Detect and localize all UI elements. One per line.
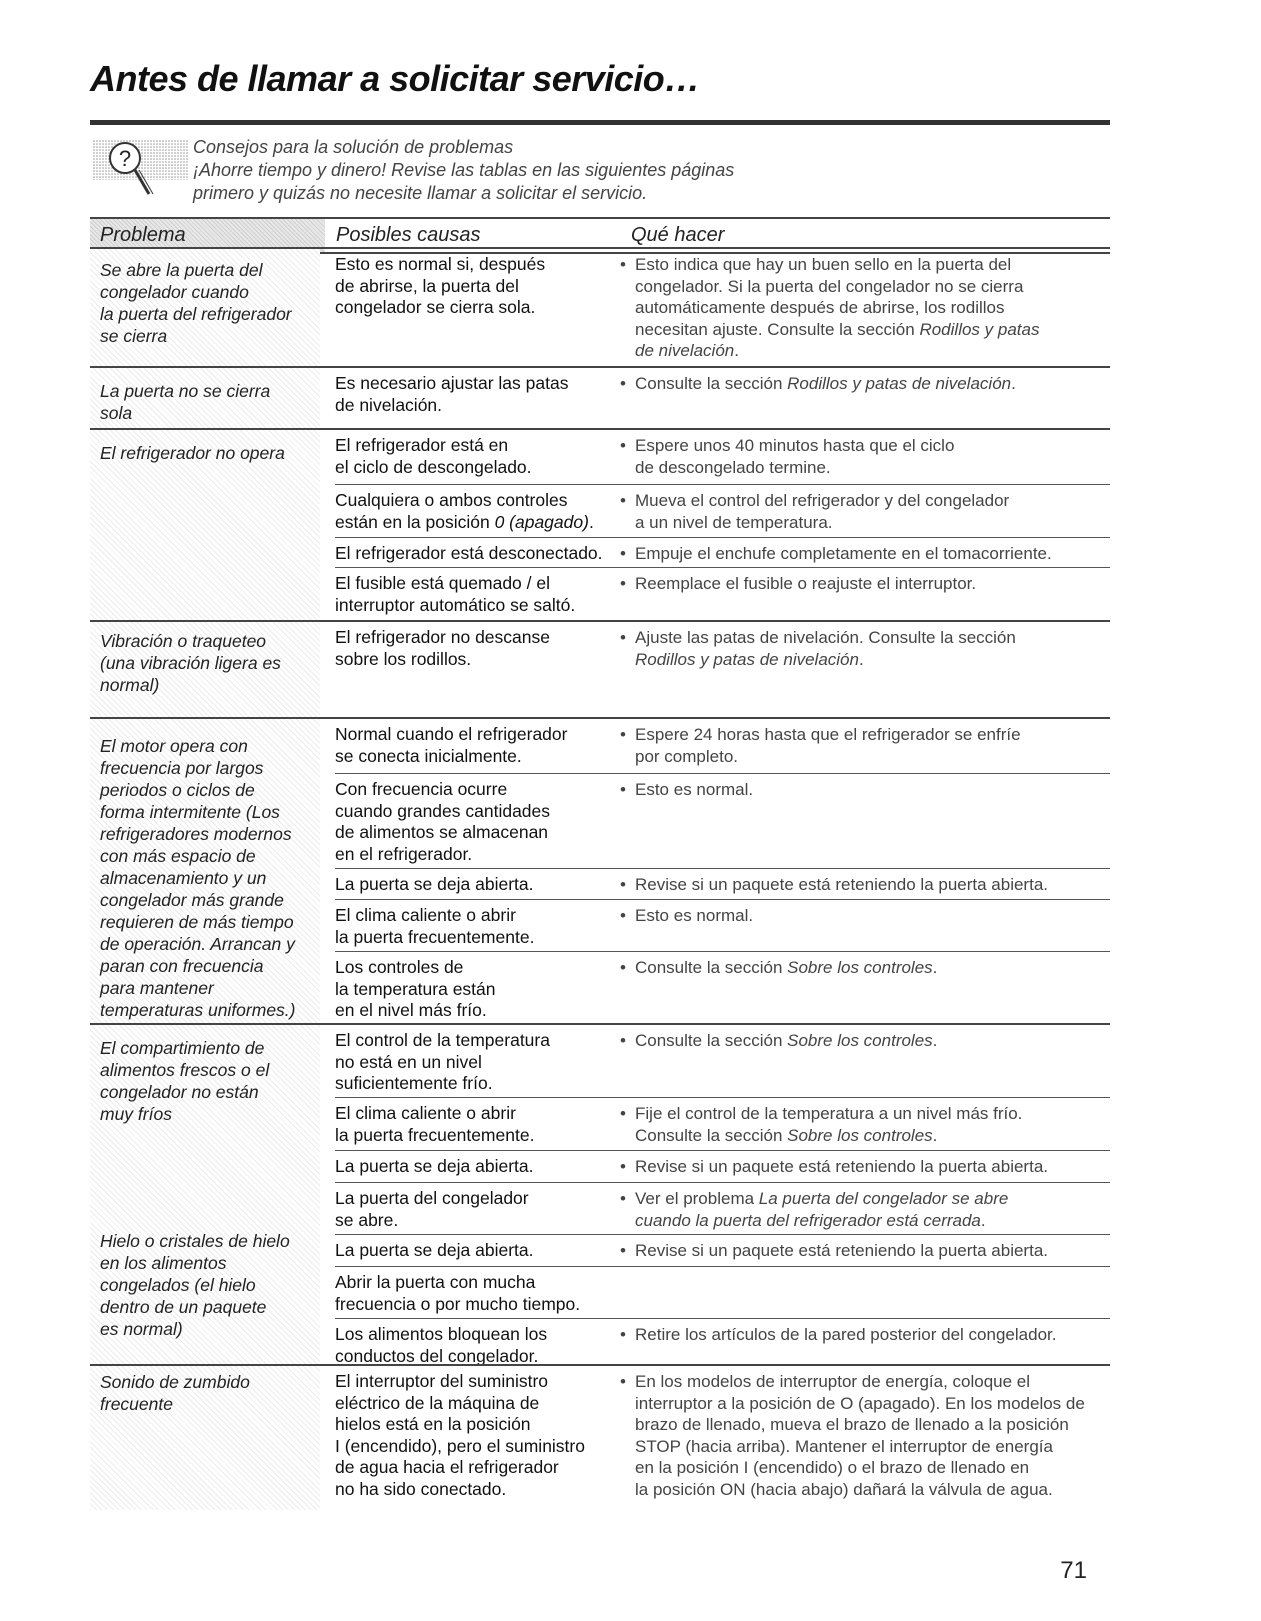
fix-text: Esto indica que hay un buen sello en la puerta del congelador. Si la puerta del congelador no se cierra automáticamente después de abrirse, los rodillos necesitan ajuste. Consulte la sección Rodillos y patas de nivelación. — [635, 255, 1040, 360]
cause-row — [335, 1097, 1110, 1151]
cause-row — [335, 368, 1110, 430]
fix-text: Consulte la sección Sobre los controles. — [635, 958, 938, 977]
bullet-icon: • — [620, 1189, 626, 1208]
bullet-icon: • — [620, 374, 626, 393]
page-title: Antes de llamar a solicitar servicio… — [90, 58, 700, 99]
bullet-icon: • — [620, 725, 626, 744]
bullet-icon: • — [620, 1104, 626, 1123]
bullet-icon: • — [620, 1241, 626, 1260]
problem-text: Se abre la puerta del congelador cuando la puerta del refrigerador se cierra — [100, 260, 292, 346]
problem-group — [90, 620, 1110, 717]
possible-cause: El clima caliente o abrir la puerta frecuentemente. — [335, 905, 535, 947]
fix-text: Consulte la sección Rodillos y patas de nivelación. — [635, 374, 1016, 393]
possible-cause: Los controles de la temperatura están en el nivel más frío. — [335, 957, 496, 1020]
what-to-do — [620, 1324, 1090, 1346]
problem-text: El compartimiento de alimentos frescos o el congelador no están muy fríos — [100, 1038, 270, 1124]
possible-cause: La puerta del congelador se abre. — [335, 1188, 529, 1230]
possible-cause: El refrigerador no descanse sobre los rodillos. — [335, 627, 550, 669]
fix-text: Revise si un paquete está reteniendo la puerta abierta. — [635, 875, 1048, 894]
possible-cause: Es necesario ajustar las patas de nivelación. — [335, 373, 569, 415]
cause-row — [335, 1234, 1110, 1267]
problem-text: Hielo o cristales de hielo en los alimentos congelados (el hielo dentro de un paquete es normal) — [100, 1231, 290, 1339]
cause-row — [335, 1266, 1110, 1319]
possible-cause: Los alimentos bloquean los conductos del congelador. — [335, 1324, 548, 1366]
problem-group — [90, 717, 1110, 1023]
svg-text:?: ? — [118, 146, 132, 171]
problem-group — [90, 1023, 1110, 1364]
cause-row — [335, 249, 1110, 368]
cause-row — [335, 567, 1110, 623]
cause-row — [335, 1025, 1110, 1097]
problem-group — [90, 366, 1110, 428]
problem-group — [90, 428, 1110, 620]
bullet-icon: • — [620, 1372, 626, 1391]
possible-cause: El control de la temperatura no está en un nivel suficientemente frío. — [335, 1030, 550, 1093]
fix-text: Fije el control de la temperatura a un nivel más frío. Consulte la sección Sobre los controles. — [635, 1104, 1023, 1145]
what-to-do — [620, 435, 1090, 478]
possible-cause: La puerta se deja abierta. — [335, 874, 534, 894]
bullet-icon: • — [620, 875, 626, 894]
bullet-icon: • — [620, 491, 626, 510]
possible-cause: Esto es normal si, después de abrirse, la puerta del congelador se cierra sola. — [335, 254, 546, 317]
what-to-do — [620, 627, 1090, 670]
header-problem: Problema — [100, 224, 186, 246]
intro-text — [193, 136, 734, 205]
problem-text: El refrigerador no opera — [100, 443, 285, 463]
problem-text: El motor opera con frecuencia por largos periodos o ciclos de forma intermitente (Los refrigeradores modernos con más espacio de almacenamiento y un congelador más grande requieren de más tiempo de operación. Arrancan y paran con frecuencia para mantener temperaturas uniformes.) — [100, 736, 296, 1020]
fix-text: Ajuste las patas de nivelación. Consulte la sección Rodillos y patas de nivelación. — [635, 628, 1016, 669]
bullet-icon: • — [620, 574, 626, 593]
cause-row — [335, 1150, 1110, 1183]
fix-text: Espere unos 40 minutos hasta que el ciclo de descongelado termine. — [635, 436, 955, 477]
header-what-to-do: Qué hacer — [631, 224, 725, 246]
what-to-do — [620, 1371, 1090, 1500]
what-to-do — [620, 1156, 1090, 1178]
bullet-icon: • — [620, 780, 626, 799]
page-number: 71 — [1060, 1557, 1087, 1584]
possible-cause: El refrigerador está en el ciclo de descongelado. — [335, 435, 532, 477]
question-magnifier-icon — [93, 140, 188, 203]
bullet-icon: • — [620, 906, 626, 925]
possible-cause: El interruptor del suministro eléctrico de la máquina de hielos está en la posición I (encendido), pero el suministro de agua hacia el refrigerador no ha sido conectado. — [335, 1371, 585, 1499]
fix-text: Espere 24 horas hasta que el refrigerador se enfríe por completo. — [635, 725, 1021, 766]
what-to-do — [620, 779, 1090, 801]
fix-text: Consulte la sección Sobre los controles. — [635, 1031, 938, 1050]
bullet-icon: • — [620, 1031, 626, 1050]
cause-row — [335, 484, 1110, 538]
cause-row — [335, 537, 1110, 568]
intro-line: ¡Ahorre tiempo y dinero! Revise las tablas en las siguientes páginas — [193, 160, 735, 180]
bullet-icon: • — [620, 1157, 626, 1176]
possible-cause: Con frecuencia ocurre cuando grandes cantidades de alimentos se almacenan en el refrigerador. — [335, 779, 551, 864]
cause-row — [335, 773, 1110, 869]
what-to-do — [620, 1240, 1090, 1262]
header-causes: Posibles causas — [336, 224, 481, 246]
bullet-icon: • — [620, 544, 626, 563]
what-to-do — [620, 1103, 1090, 1146]
what-to-do — [620, 573, 1090, 595]
problem-group — [90, 1364, 1110, 1510]
what-to-do — [620, 1030, 1090, 1052]
what-to-do — [620, 373, 1090, 395]
cause-row — [335, 899, 1110, 952]
problem-group — [90, 247, 1110, 366]
problem-text: Vibración o traqueteo (una vibración ligera es normal) — [100, 631, 281, 695]
what-to-do — [620, 543, 1090, 565]
what-to-do — [620, 957, 1090, 979]
what-to-do — [620, 724, 1090, 767]
bullet-icon: • — [620, 958, 626, 977]
what-to-do — [620, 874, 1090, 896]
fix-text: Esto es normal. — [635, 906, 754, 925]
what-to-do — [620, 905, 1090, 927]
fix-text: Reemplace el fusible o reajuste el interruptor. — [635, 574, 977, 593]
fix-text: Ver el problema La puerta del congelador se abre cuando la puerta del refrigerador está cerrada. — [635, 1189, 1009, 1230]
title-rule — [90, 120, 1110, 125]
what-to-do — [620, 1188, 1090, 1231]
cause-row — [335, 1182, 1110, 1235]
what-to-do — [620, 490, 1090, 533]
cause-row — [335, 430, 1110, 484]
bullet-icon: • — [620, 1325, 626, 1344]
cause-row — [335, 868, 1110, 900]
fix-text: En los modelos de interruptor de energía, coloque el interruptor a la posición de O (apagado). En los modelos de brazo de llenado, mueva el brazo de llenado a la posición STOP (hacia arriba). Mantener el interruptor de energía en la posición I (encendido) o el brazo de llenado en la posición ON (hacia abajo) dañará la válvula de agua. — [635, 1372, 1085, 1499]
bullet-icon: • — [620, 436, 626, 455]
cause-row — [335, 622, 1110, 719]
problem-text: La puerta no se cierra sola — [100, 381, 271, 423]
fix-text: Mueva el control del refrigerador y del congelador a un nivel de temperatura. — [635, 491, 1010, 532]
possible-cause: Abrir la puerta con mucha frecuencia o por mucho tiempo. — [335, 1272, 581, 1314]
cause-row — [335, 719, 1110, 773]
bullet-icon: • — [620, 255, 626, 274]
fix-text: Empuje el enchufe completamente en el tomacorriente. — [635, 544, 1052, 563]
fix-text: Retire los artículos de la pared posterior del congelador. — [635, 1325, 1057, 1344]
possible-cause: Cualquiera o ambos controles están en la posición 0 (apagado). — [335, 490, 594, 532]
intro-line: Consejos para la solución de problemas — [193, 137, 514, 157]
what-to-do — [620, 254, 1090, 362]
cause-row — [335, 1366, 1110, 1512]
fix-text: Revise si un paquete está reteniendo la puerta abierta. — [635, 1157, 1048, 1176]
possible-cause: La puerta se deja abierta. — [335, 1156, 534, 1176]
cause-row — [335, 1318, 1110, 1367]
possible-cause: El fusible está quemado / el interruptor automático se saltó. — [335, 573, 576, 615]
possible-cause: El clima caliente o abrir la puerta frecuentemente. — [335, 1103, 535, 1145]
cause-row — [335, 951, 1110, 1026]
possible-cause: Normal cuando el refrigerador se conecta inicialmente. — [335, 724, 568, 766]
bullet-icon: • — [620, 628, 626, 647]
possible-cause: La puerta se deja abierta. — [335, 1240, 534, 1260]
fix-text: Esto es normal. — [635, 780, 754, 799]
fix-text: Revise si un paquete está reteniendo la puerta abierta. — [635, 1241, 1048, 1260]
possible-cause: El refrigerador está desconectado. — [335, 543, 603, 563]
problem-text: Sonido de zumbido frecuente — [100, 1372, 250, 1414]
intro-line: primero y quizás no necesite llamar a solicitar el servicio. — [193, 183, 648, 203]
